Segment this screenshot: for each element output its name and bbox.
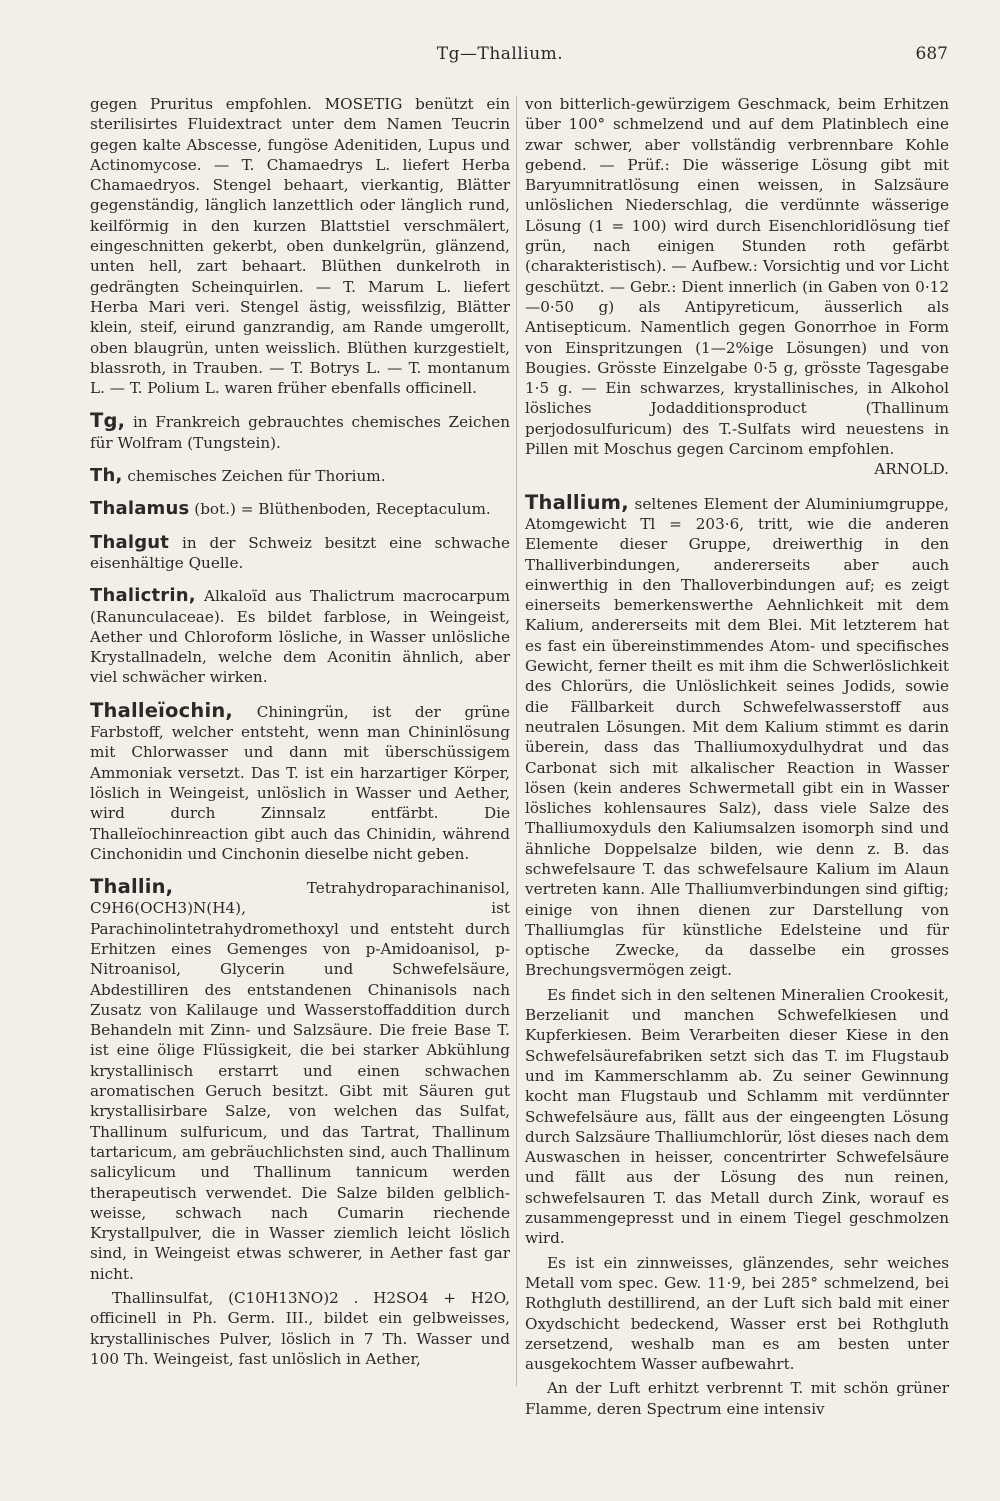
entry-thalgut	[90, 533, 510, 574]
entry-thalleiochin-headword: Thalleïochin,	[90, 698, 234, 722]
entry-thalamus-headword: Thalamus	[90, 498, 190, 520]
entry-tg-headword: Tg,	[90, 409, 126, 433]
thallium-occurrence-paragraph: Es findet sich in den seltenen Mineralien Crookesit, Berzelianit und manchen Schwefelkiesen und Kupferkiesen. Beim Verarbeiten dieser Kiese in den Schwefelsäurefabriken setzt sich das T. im Flugstaub und im Kammerschlamm ab. Zu seiner Gewinnung kocht man Flugstaub und Schlamm mit verdünnter Schwefelsäure aus, fällt aus der eingeengten Lösung durch Salzsäure Thalliumchlorür, löst dieses nach dem Auswaschen in heisser, concentrirter Schwefelsäure und fällt aus der Lösung des nun reinen, schwefelsauren T. das Metall durch Zink, worauf es zusammengepresst und in einem Tiegel geschmolzen wird.	[525, 985, 949, 1248]
page-header	[0, 44, 1000, 72]
author-signature: ARNOLD.	[874, 460, 949, 479]
entry-thalamus	[90, 499, 510, 519]
entry-thalictrin	[90, 586, 510, 687]
entry-thallium-text: seltenes Element der Aluminiumgruppe, Atomgewicht Tl = 203·6, tritt, wie die anderen Elemente dieser Gruppe, dreiwerthig in den Thalliverbindungen, andererseits aber auch einwerthig in den Thalloverbindungen auf; es zeigt einerseits bemerkenswerthe Aehnlichkeit mit dem Kalium, andererseits mit dem Blei. Mit letzterem hat es fast ein übereinstimmendes Atom- und specifisches Gewicht, ferner theilt es mit ihm die Schwerlöslichkeit des Chlorürs, die Unlöslichkeit seines Jodids, sowie die Fällbarkeit durch Schwefelwasserstoff aus neutralen Lösungen. Mit dem Kalium stimmt es darin überein, dass das Thalliumoxydulhydrat und das Carbonat sich mit alkalischer Reaction in Wasser lösen (kein anderes Schwermetall gibt ein in Wasser lösliches kohlensaures Salz), dass viele Salze des Thalliumoxyduls den Kaliumsalzen isomorph sind und ähnliche Doppelsalze bilden, wie denn z. B. das schwefelsaure T. das schwefelsaure Kalium im Alaun vertreten kann. Alle Thalliumverbindungen sind giftig; einige von ihnen dienen zur Darstellung von Thalliumglas für künstliche Edelsteine und für optische Zwecke, da dasselbe ein grosses Brechungsvermögen zeigt.	[525, 494, 949, 980]
entry-thallin-headword: Thallin,	[90, 875, 174, 899]
right-column	[525, 94, 949, 1419]
entry-th	[90, 466, 510, 486]
entry-th-text: chemisches Zeichen für Thorium.	[122, 467, 386, 486]
entry-thalleiochin	[90, 698, 510, 864]
entry-thallium	[525, 490, 949, 981]
thallinsulfat-paragraph: Thallinsulfat, (C10H13NO)2 . H2SO4 + H2O, officinell in Ph. Germ. III., bildet ein gelbweisses, krystallinisches Pulver, löslich in 7 Th. Wasser und 100 Th. Weingeist, fast unlöslich in Aether,	[90, 1289, 510, 1368]
entry-thallium-headword: Thallium,	[525, 490, 629, 514]
entry-tg	[90, 411, 510, 453]
teucrium-continuation: gegen Pruritus empfohlen. MOSETIG benützt ein sterilisirtes Fluidextract unter dem Namen Teucrin gegen kalte Abscesse, fungöse Adenitiden, Lupus und Actinomycose. — T. Chamaedrys L. liefert Herba Chamaedryos. Stengel behaart, vierkantig, Blätter gegenständig, länglich lanzettlich oder länglich rund, keilförmig in den kurzen Blattstiel verschmälert, eingeschnitten gekerbt, oben dunkelgrün, glänzend, unten hell, zart behaart. Blüthen dunkelroth in gedrängten Scheinquirlen. — T. Marum L. liefert Herba Mari veri. Stengel ästig, weissfilzig, Blätter klein, steif, eirund ganzrandig, am Rande umgerollt, oben blaugrün, unten weisslich. Blüthen kurzgestielt, blassroth, in Trauben. — T. Botrys L. — T. montanum L. — T. Polium L. waren früher ebenfalls officinell.	[90, 95, 510, 398]
entry-thalgut-headword: Thalgut	[90, 531, 170, 553]
thallium-combustion-paragraph: An der Luft erhitzt verbrennt T. mit schön grüner Flamme, deren Spectrum eine intensiv	[525, 1379, 949, 1418]
column-divider	[516, 96, 517, 1386]
entry-thalgut-text: in der Schweiz besitzt eine schwache eisenhältige Quelle.	[90, 533, 510, 572]
running-title: Tg—Thallium.	[436, 44, 564, 64]
left-column	[90, 94, 510, 1369]
thallin-continuation: von bitterlich-gewürzigem Geschmack, beim Erhitzen über 100° schmelzend und auf dem Platinblech eine zwar schwer, aber vollständig verbrennbare Kohle gebend. — Prüf.: Die wässerige Lösung gibt mit Baryumnitratlösung einen weissen, in Salzsäure unlöslichen Niederschlag, die verdünnte wässerige Lösung (1 = 100) wird durch Eisenchloridlösung tief grün, nach einigen Stunden roth gefärbt (charakteristisch). — Aufbew.: Vorsichtig und vor Licht geschützt. — Gebr.: Dient innerlich (in Gaben von 0·12—0·50 g) als Antipyreticum, äusserlich als Antisepticum. Namentlich gegen Gonorrhoe in Form von Einspritzungen (1—2%ige Lösungen) und von Bougies. Grösste Einzelgabe 0·5 g, grösste Tagesgabe 1·5 g. — Ein schwarzes, krystallinisches, in Alkohol lösliches Jodadditionsproduct (Thallinum perjodosulfuricum) des T.-Sulfats wird neuestens in Pillen mit Moschus gegen Carcinom empfohlen.	[525, 95, 949, 459]
entry-thalictrin-headword: Thalictrin,	[90, 585, 196, 607]
thallium-properties-paragraph: Es ist ein zinnweisses, glänzendes, sehr weiches Metall vom spec. Gew. 11·9, bei 285° schmelzend, bei Rothgluth destillirend, an der Luft sich bald mit einer Oxydschicht bedeckend, Wasser erst bei Rothgluth zersetzend, weshalb man es am besten unter ausgekochtem Wasser aufbewahrt.	[525, 1253, 949, 1374]
entry-thallin	[90, 877, 510, 1284]
entry-thalictrin-text: Alkaloïd aus Thalictrum macrocarpum (Ranunculaceae). Es bildet farblose, in Weingeist, Aether und Chloroform lösliche, in Wasser unlösliche Krystallnadeln, welche dem Aconitin ähnlich, aber viel schwächer wirken.	[90, 587, 510, 687]
entry-thalamus-text: (bot.) = Blüthenboden, Receptaculum.	[189, 500, 491, 519]
entry-thalleiochin-text: Chiningrün, ist der grüne Farbstoff, welcher entsteht, wenn man Chininlösung mit Chlorwasser und dann mit überschüssigem Ammoniak versetzt. Das T. ist ein harzartiger Körper, löslich in Weingeist, unlöslich in Wasser und Aether, wird durch Zinnsalz entfärbt. Die Thalleïochinreaction gibt auch das Chinidin, während Cinchonidin und Cinchonin dieselbe nicht geben.	[90, 702, 510, 863]
entry-thallin-text: Tetrahydroparachinanisol, C9H6(OCH3)N(H4), ist Parachinolintetrahydromethoxyl und entsteht durch Erhitzen eines Gemenges von p-Amidoanisol, p-Nitroanisol, Glycerin und Schwefelsäure, Abdestilliren des entstandenen Chinanisols nach Zusatz von Kalilauge und Wasserstoffaddition durch Behandeln mit Zinn- und Salzsäure. Die freie Base T. ist eine ölige Flüssigkeit, die bei starker Abkühlung krystallinisch erstarrt und einen schwachen aromatischen Geruch besitzt. Gibt mit Säuren gut krystallisirbare Salze, von welchen das Sulfat, Thallinum sulfuricum, und das Tartrat, Thallinum tartaricum, am gebräuchlichsten sind, auch Thallinum salicylicum und Thallinum tannicum werden therapeutisch verwendet. Die Salze bilden gelblich-weisse, schwach nach Cumarin riechende Krystallpulver, die in Wasser ziemlich leicht löslich sind, in Weingeist etwas schwerer, in Aether fast gar nicht.	[90, 879, 510, 1283]
entry-tg-text: in Frankreich gebrauchtes chemisches Zeichen für Wolfram (Tungstein).	[90, 413, 510, 452]
page-number: 687	[915, 44, 948, 64]
entry-th-headword: Th,	[90, 465, 123, 487]
